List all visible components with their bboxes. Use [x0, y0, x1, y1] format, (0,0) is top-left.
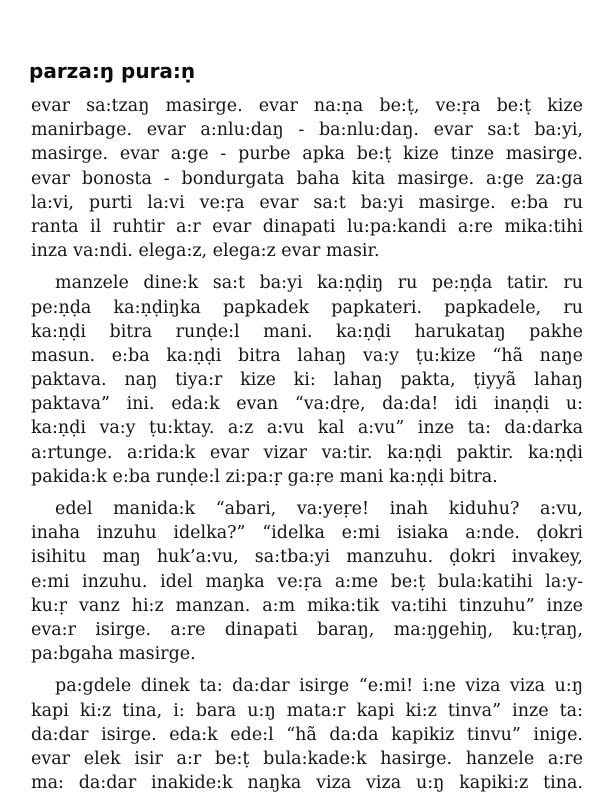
text-line: pa:bgaha masirge. [31, 644, 196, 665]
text-line: ka:ṇḍi bitra runḍe:l mani. ka:ṇḍi harukataŋ pakhe [31, 321, 583, 342]
text-line: ku:ṛ vanz hi:z manzan. a:m mika:tik va:tihi tinzuhu” inze [31, 595, 583, 616]
text-line: paktava” ini. eda:k evan “va:dṛe, da:da! idi inaṇḍi u: [31, 394, 583, 415]
text-line: isihitu maŋ huk’a:vu, sa:tba:yi manzuhu. ḍokri invakey, [31, 547, 583, 568]
paragraph-3 [31, 497, 583, 666]
text-line: inza va:ndi. elega:z, elega:z evar masir. [31, 241, 380, 262]
text-line: a:rtunge. a:rida:k evar vizar va:tir. ka:ṇḍi paktir. ka:ṇḍi [31, 442, 583, 463]
story-title: parza:ŋ pura:ṇ [29, 59, 196, 83]
text-line: inaha inzuhu idelka?” “idelka e:mi isiaka a:nde. ḍokri [31, 523, 583, 544]
text-line: ma: da:dar inakide:k naŋka viza viza u:ŋ kapiki:z tina. [31, 773, 583, 794]
text-line: masun. e:ba ka:ṇḍi bitra lahaŋ va:y ṭu:kize “hã naŋe [31, 345, 583, 366]
text-line: eva:r isirge. a:re dinapati baraŋ, ma:ŋgehiŋ, ku:ṭraŋ, [31, 619, 583, 640]
text-line: paktava. naŋ tiya:r kize ki: lahaŋ pakta, ṭiyyã lahaŋ [31, 370, 583, 391]
text-line: edel manida:k “abari, va:yeṛe! inah kiduhu? a:vu, [55, 499, 583, 519]
text-line: evar sa:tzaŋ masirge. evar na:ṇa be:ṭ, ve:ṛa be:ṭ kize [31, 96, 583, 116]
text-line: kapi ki:z tina, i: bara u:ŋ mata:r kapi ki:z tinva” inze ta: [31, 700, 583, 721]
text-line: ka:ṇḍi va:y ṭu:ktay. a:z a:vu kal a:vu” inze ta: da:darka [31, 418, 583, 439]
text-line: evar elek isir a:r be:ṭ bula:kade:k hasirge. hanzele a:re [31, 748, 583, 769]
text-line: ranta il ruhtir a:r evar dinapati lu:pa:kandi a:re mika:tihi [31, 216, 583, 237]
text-line: manirbage. evar a:nlu:daŋ - ba:nlu:daŋ. evar sa:t ba:yi, [31, 120, 583, 141]
story-body [31, 94, 583, 803]
paragraph-4 [31, 674, 583, 795]
paragraph-2 [31, 271, 583, 489]
text-line: manzele dine:k sa:t ba:yi ka:ṇḍiŋ ru pe:ṇḍa tatir. ru [55, 273, 583, 294]
text-line: evar bonosta - bondurgata baha kita masirge. a:ge za:ga [31, 168, 583, 189]
text-line: pa:gdele dinek ta: da:dar isirge “e:mi! i:ne viza viza u:ŋ [55, 676, 583, 697]
paragraph-1 [31, 94, 583, 263]
text-line: e:mi inzuhu. idel maŋka ve:ṛa a:me be:ṭ bula:katihi la:y- [31, 571, 583, 592]
text-line: la:vi, purti la:vi ve:ṛa evar sa:t ba:yi masirge. e:ba ru [31, 192, 583, 213]
text-line: pe:ṇḍa ka:ṇḍiŋka papkadek papkateri. papkadele, ru [31, 297, 583, 318]
text-line: masirge. evar a:ge - purbe apka be:ṭ kize tinze masirge. [31, 144, 583, 165]
text-line: pakida:k e:ba runḍe:l zi:pa:ṛ ga:ṛe mani ka:ṇḍi bitra. [31, 466, 498, 487]
text-line: da:dar isirge. eda:k ede:l “hã da:da kapikiz tinvu” inige. [31, 724, 583, 745]
